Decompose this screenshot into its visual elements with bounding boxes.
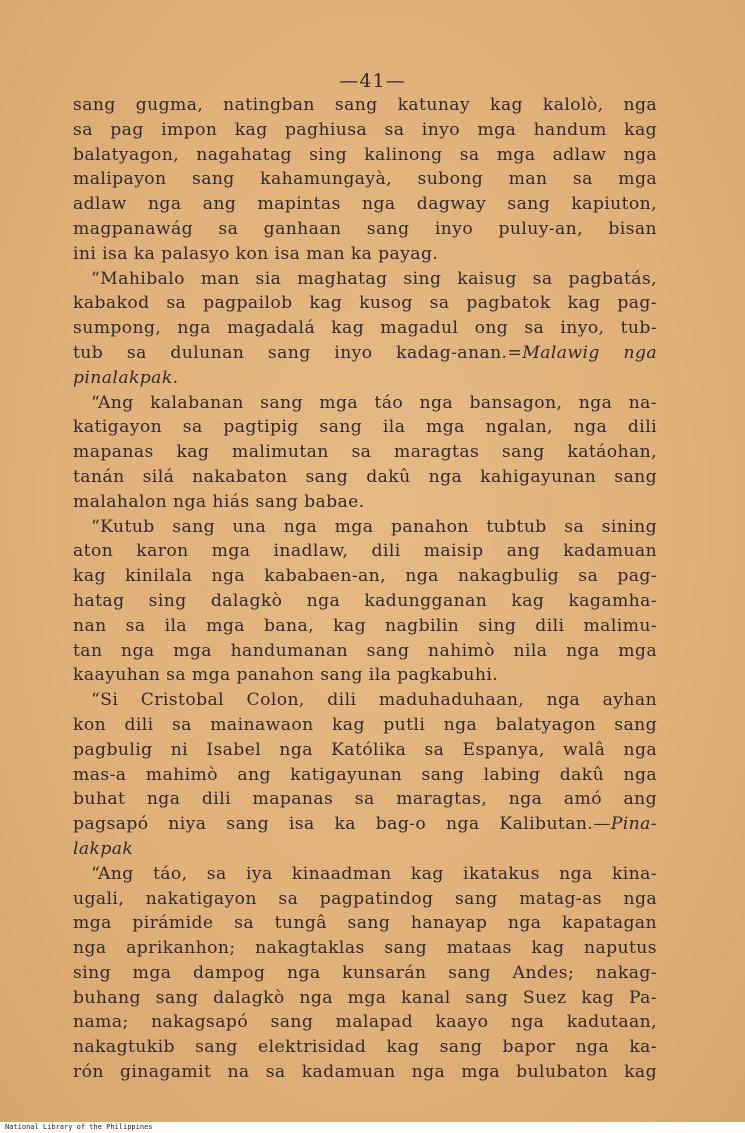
text-line: [73, 738, 657, 763]
text-line: [73, 242, 657, 267]
line-text: kag kinilala nga kababaen-an, nga nakagbulig sa pag-: [73, 566, 657, 587]
line-text: katigayon sa pagtipig sang ila mga ngalan, nga dili: [73, 417, 657, 438]
line-text: mas-a mahimò ang katigayunan sang labing dakû nga: [73, 764, 657, 785]
line-text: nama; nakagsapó sang malapad kaayo nga kadutaan,: [73, 1012, 657, 1033]
line-text: balatyagon, nagahatag sing kalinong sa mga adlaw nga: [73, 144, 657, 165]
text-line: [73, 291, 657, 316]
line-text: aton karon mga inadlaw, dili maisip ang kadamuan: [73, 541, 657, 562]
line-text: buhang sang dalagkò nga mga kanal sang Suez kag Pa-: [73, 987, 657, 1008]
text-line: [73, 267, 657, 292]
text-line: [73, 961, 657, 986]
line-text: sing mga dampog nga kunsarán sang Andes; nakag-: [73, 962, 657, 983]
text-line: [73, 812, 657, 837]
line-text: sa pag impon kag paghiusa sa inyo mga handum kag: [73, 119, 657, 140]
text-line: [73, 589, 657, 614]
line-text: ugali, nakatigayon sa pagpatindog sang matag-as nga: [73, 888, 657, 909]
text-line: [73, 986, 657, 1011]
text-line: [73, 862, 657, 887]
text-line: [73, 787, 657, 812]
line-text: rón ginagamit na sa kadamuan nga mga bulubaton kag: [73, 1062, 657, 1083]
text-line: [73, 391, 657, 416]
text-line: [73, 316, 657, 341]
line-text: mapanas kag malimutan sa maragtas sang katáohan,: [73, 442, 657, 463]
text-line: [73, 639, 657, 664]
text-line: [73, 192, 657, 217]
library-credit: National Library of the Philippines: [2, 1123, 156, 1132]
line-text: “Mahibalo man sia maghatag sing kaisug sa pagbatás,: [91, 268, 657, 289]
line-text: sumpong, nga magadalá kag magadul ong sa inyo, tub-: [73, 318, 657, 339]
line-text: tub sa dulunan sang inyo kadag-anan.=: [73, 342, 523, 363]
line-text: “Si Cristobal Colon, dili maduhaduhaan, nga ayhan: [91, 690, 657, 711]
line-text: hatag sing dalagkò nga kadungganan kag kagamha-: [73, 590, 657, 611]
line-text: nga aprikanhon; nakagtaklas sang mataas kag naputus: [73, 938, 657, 959]
text-line: [73, 217, 657, 242]
text-line: [73, 936, 657, 961]
text-line: [73, 911, 657, 936]
line-text: kaayuhan sa mga panahon sang ila pagkabuhi.: [73, 665, 499, 686]
page-number: —41—: [339, 70, 406, 92]
text-line: [73, 440, 657, 465]
body-text: [73, 93, 657, 1085]
line-text: malipayon sang kahamungayà, subong man sa mga: [73, 169, 657, 190]
text-line: [73, 415, 657, 440]
line-text: malahalon nga hiás sang babae.: [73, 491, 365, 512]
line-text: buhat nga dili mapanas sa maragtas, nga amó ang: [73, 789, 657, 810]
line-text: nakagtukib sang elektrisidad kag sang bapor nga ka-: [73, 1037, 657, 1058]
line-text: nan sa ila mga bana, kag nagbilin sing dili malimu-: [73, 615, 657, 636]
line-text: pagbulig ni Isabel nga Katólika sa Espanya, walâ nga: [73, 739, 657, 760]
line-text: pagsapó niya sang isa ka bag-o nga Kalibutan.—: [73, 814, 611, 835]
text-line: [73, 1010, 657, 1035]
line-text: kon dili sa mainawaon kag putli nga balatyagon sang: [73, 714, 657, 735]
text-line: [73, 713, 657, 738]
line-text: mga pirámide sa tungâ sang hanayap nga kapatagan: [73, 913, 657, 934]
text-line: [73, 763, 657, 788]
line-italic-text: pinalakpak.: [73, 367, 179, 388]
text-line: [73, 837, 657, 862]
line-text: “Ang kalabanan sang mga táo nga bansagon, nga na-: [91, 392, 657, 413]
line-text: tanán silá nakabaton sang dakû nga kahigayunan sang: [73, 466, 657, 487]
text-line: [73, 341, 657, 366]
line-italic-text: lakpak: [73, 838, 134, 859]
text-line: [73, 167, 657, 192]
text-line: [73, 688, 657, 713]
text-line: [73, 1035, 657, 1060]
line-text: magpanawág sa ganhaan sang inyo puluy-an, bisan: [73, 218, 657, 239]
text-line: [73, 663, 657, 688]
text-line: [73, 887, 657, 912]
text-line: [73, 118, 657, 143]
line-italic-text: Pina-: [610, 814, 657, 835]
line-text: “Ang táo, sa iya kinaadman kag ikatakus nga kina-: [91, 863, 657, 884]
text-line: [73, 515, 657, 540]
line-text: ini isa ka palasyo kon isa man ka payag.: [73, 243, 439, 264]
line-text: kabakod sa pagpailob kag kusog sa pagbatok kag pag-: [73, 293, 657, 314]
text-line: [73, 1060, 657, 1085]
text-line: [73, 539, 657, 564]
text-line: [73, 93, 657, 118]
text-line: [73, 143, 657, 168]
line-text: adlaw nga ang mapintas nga dagway sang kapiuton,: [73, 194, 657, 215]
line-italic-text: Malawig nga: [522, 342, 657, 363]
line-text: sang gugma, natingban sang katunay kag kalolò, nga: [73, 95, 657, 115]
line-text: “Kutub sang una nga mga panahon tubtub sa sining: [91, 516, 657, 537]
line-text: tan nga mga handumanan sang nahimò nila nga mga: [73, 640, 657, 661]
text-line: [73, 366, 657, 391]
text-line: [73, 465, 657, 490]
text-line: [73, 490, 657, 515]
text-line: [73, 614, 657, 639]
text-line: [73, 564, 657, 589]
